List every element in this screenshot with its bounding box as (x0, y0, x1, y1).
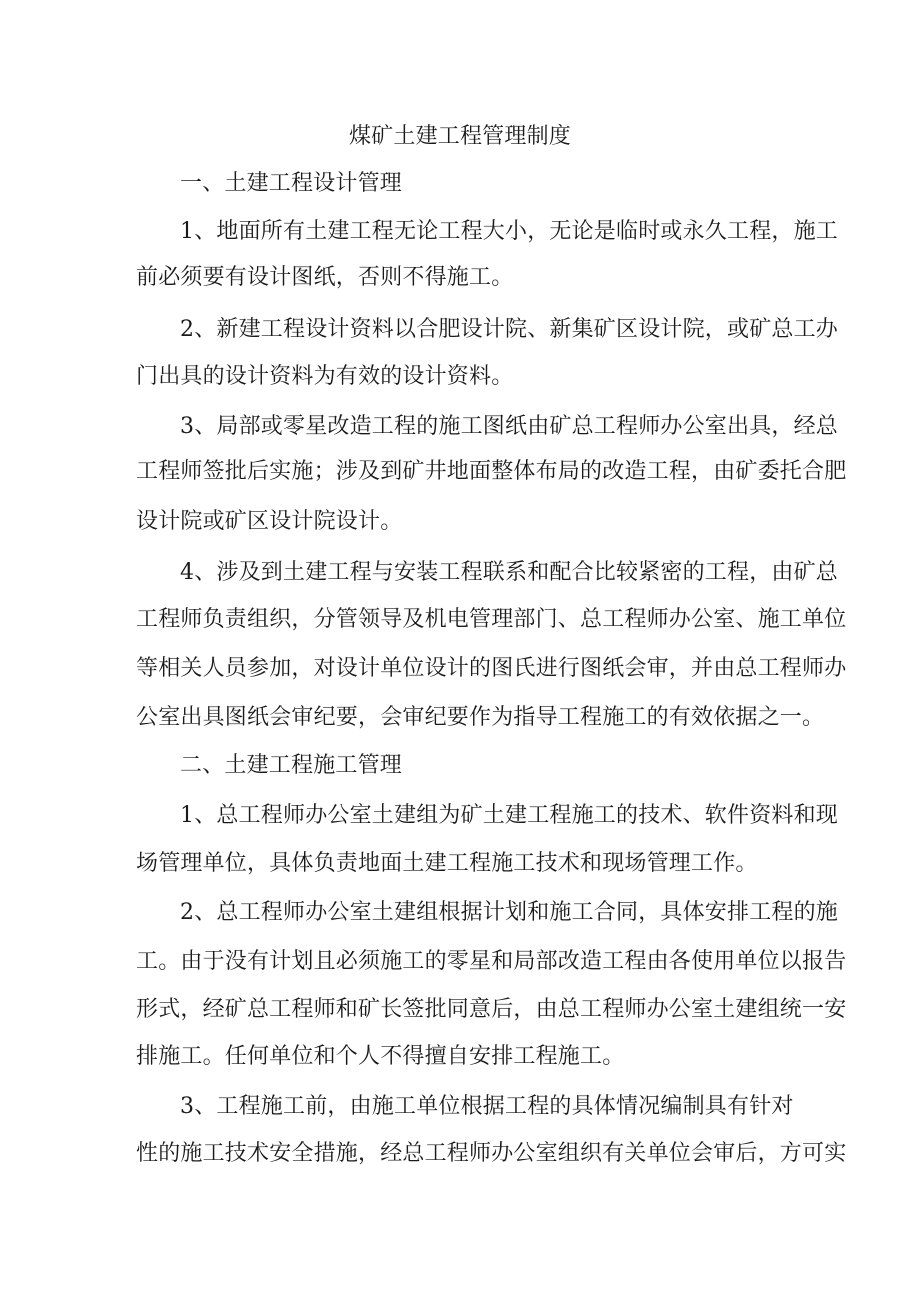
paragraph-1-4-line-4: 公室出具图纸会审纪要，会审纪要作为指导工程施工的有效依据之一。 (136, 705, 825, 730)
paragraph-2-1-line-2: 场管理单位，具体负责地面土建工程施工技术和现场管理工作。 (136, 851, 758, 876)
paragraph-1-2-line-2: 门出具的设计资料为有效的设计资料。 (136, 364, 514, 389)
paragraph-2-1-line-1: 1、总工程师办公室土建组为矿土建工程施工的技术、软件资料和现 (180, 803, 838, 828)
paragraph-1-3-line-2: 工程师签批后实施；涉及到矿井地面整体布局的改造工程，由矿委托合肥 (136, 459, 847, 484)
paragraph-1-1-line-1: 1、地面所有土建工程无论工程大小，无论是临时或永久工程，施工 (180, 219, 838, 244)
paragraph-2-2-line-2: 工。由于没有计划且必须施工的零星和局部改造工程由各使用单位以报告 (136, 949, 847, 974)
paragraph-2-3-line-2: 性的施工技术安全措施，经总工程师办公室组织有关单位会审后，方可实 (136, 1141, 847, 1166)
paragraph-1-2-line-1: 2、新建工程设计资料以合肥设计院、新集矿区设计院，或矿总工办 (180, 317, 838, 342)
paragraph-2-2-line-3: 形式，经矿总工程师和矿长签批同意后，由总工程师办公室土建组统一安 (136, 997, 847, 1022)
paragraph-1-4-line-2: 工程师负责组织，分管领导及机电管理部门、总工程师办公室、施工单位 (136, 607, 847, 632)
paragraph-2-3-line-1: 3、工程施工前，由施工单位根据工程的具体情况编制具有针对 (180, 1094, 794, 1119)
document-title: 煤矿土建工程管理制度 (348, 124, 571, 149)
section-heading-1: 一、土建工程设计管理 (180, 171, 403, 196)
paragraph-1-3-line-3: 设计院或矿区设计院设计。 (136, 509, 403, 534)
paragraph-2-2-line-4: 排施工。任何单位和个人不得擅自安排工程施工。 (136, 1044, 625, 1069)
paragraph-1-3-line-1: 3、局部或零星改造工程的施工图纸由矿总工程师办公室出具，经总 (180, 414, 838, 439)
paragraph-2-2-line-1: 2、总工程师办公室土建组根据计划和施工合同，具体安排工程的施 (180, 900, 838, 925)
section-heading-2: 二、土建工程施工管理 (180, 753, 403, 778)
paragraph-1-4-line-3: 等相关人员参加，对设计单位设计的图氏进行图纸会审，并由总工程师办 (136, 656, 847, 681)
paragraph-1-4-line-1: 4、涉及到土建工程与安装工程联系和配合比较紧密的工程，由矿总 (180, 560, 838, 585)
paragraph-1-1-line-2: 前必须要有设计图纸，否则不得施工。 (136, 265, 514, 290)
